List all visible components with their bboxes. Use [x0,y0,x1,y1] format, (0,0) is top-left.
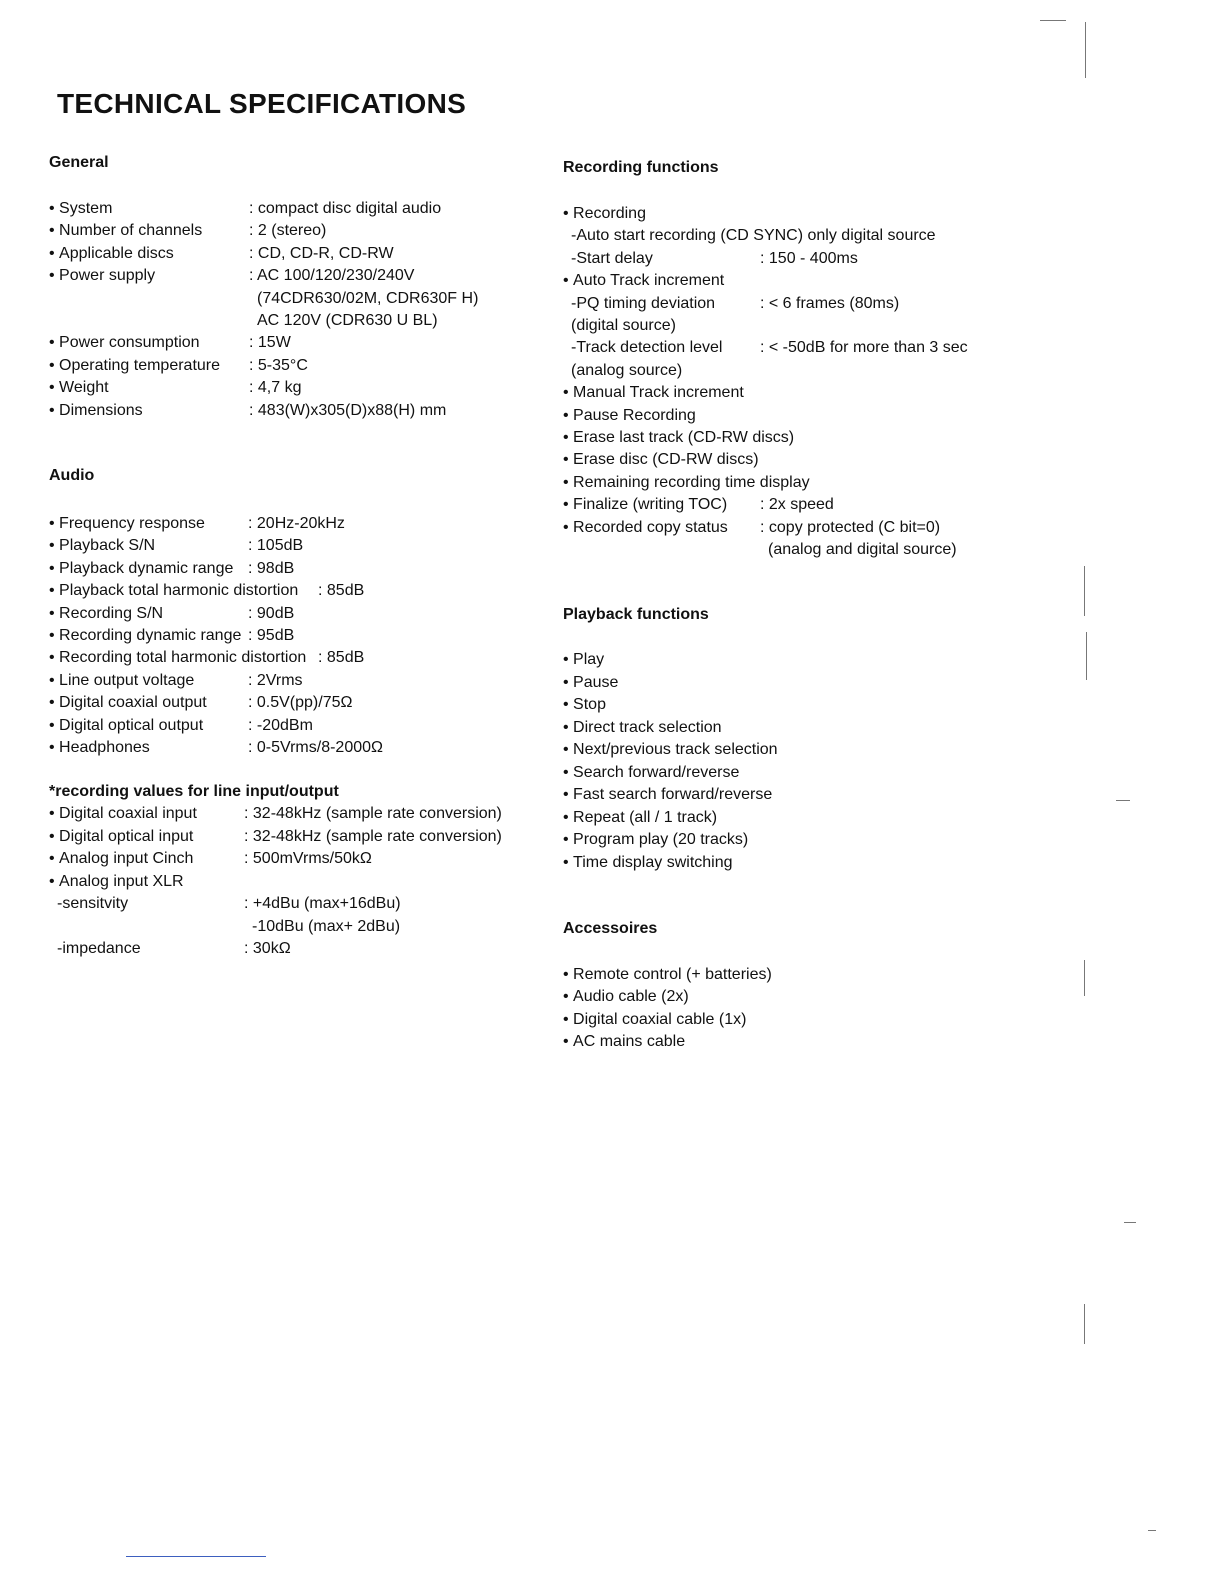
spec-label: • Playback total harmonic distortion [49,580,298,602]
spec-label: • Line output voltage [49,670,194,692]
playback-section-title: Playback functions [563,606,709,623]
spec-value: : 483(W)x305(D)x88(H) mm [249,401,447,419]
spec-label: • AC mains cable [563,1031,685,1053]
spec-label: • Erase last track (CD-RW discs) [563,427,794,449]
spec-value: : 4,7 kg [249,379,302,397]
spec-value: : AC 100/120/230/240V [249,267,415,285]
spec-value: : 5-35°C [249,356,308,374]
spec-value: : 95dB [248,627,295,644]
spec-label: -Auto start recording (CD SYNC) only digital source [571,227,936,245]
spec-label: • Applicable discs [49,243,174,265]
spec-value: (74CDR630/02M, CDR630F H) [257,289,479,307]
spec-label: • Playback S/N [49,535,155,557]
spec-value: : 90dB [248,604,295,622]
spec-value: : 85dB [318,582,365,600]
spec-value: : 500mVrms/50kΩ [244,850,372,867]
spec-value: : < 6 frames (80ms) [760,294,900,312]
spec-label: • Recorded copy status [563,517,728,539]
scan-mark [1086,632,1087,680]
spec-value: : 85dB [318,649,365,667]
spec-label: • Analog input Cinch [49,848,193,870]
spec-value: : 0-5Vrms/8-2000Ω [248,739,383,756]
scan-mark [1085,22,1086,78]
scan-mark [1148,1530,1156,1531]
spec-label: • Program play (20 tracks) [563,829,748,851]
recording-section-title: Recording functions [563,159,719,176]
spec-label: • Playback dynamic range [49,558,233,580]
spec-value: : compact disc digital audio [249,200,442,217]
spec-value: : 32-48kHz (sample rate conversion) [244,805,502,822]
spec-label: • Auto Track increment [563,270,724,292]
spec-label: • Manual Track increment [563,382,744,404]
spec-label: • Number of channels [49,220,202,242]
spec-label: (digital source) [571,317,676,334]
spec-label: -Track detection level [571,339,723,357]
spec-label: -Start delay [571,249,653,267]
spec-label: • Pause [563,672,618,694]
spec-label: • Digital coaxial output [49,692,207,714]
spec-label: -impedance [57,940,141,957]
spec-label: • Operating temperature [49,355,220,377]
spec-label: • Dimensions [49,400,143,422]
spec-label: • Analog input XLR [49,871,184,893]
spec-value: -10dBu (max+ 2dBu) [252,917,401,935]
spec-value: : copy protected (C bit=0) [760,518,941,536]
spec-label: • Pause Recording [563,405,696,427]
spec-value: : 20Hz-20kHz [248,515,345,532]
spec-label: • Digital optical output [49,715,203,737]
spec-value: : 30kΩ [244,940,291,957]
spec-label: • Digital coaxial input [49,803,197,825]
spec-label: • Erase disc (CD-RW discs) [563,449,759,471]
spec-value: : CD, CD-R, CD-RW [249,244,394,262]
spec-label: • Recording dynamic range [49,625,241,647]
scan-mark [1084,566,1085,616]
spec-label: • Digital coaxial cable (1x) [563,1009,746,1031]
spec-value: : 15W [249,334,291,352]
spec-label: • Power consumption [49,332,200,354]
spec-value: : 98dB [248,559,295,577]
spec-label: • Repeat (all / 1 track) [563,807,717,829]
spec-label: • Frequency response [49,513,205,535]
spec-label: • Direct track selection [563,717,722,739]
spec-label: • Next/previous track selection [563,739,778,761]
general-section-title: General [49,154,109,171]
spec-value: : 32-48kHz (sample rate conversion) [244,827,502,845]
spec-label: • Finalize (writing TOC) [563,494,727,516]
spec-value: : 2 (stereo) [249,222,327,240]
line-io-section-title: *recording values for line input/output [49,783,339,800]
spec-value: : 150 - 400ms [760,249,858,267]
spec-value: (analog and digital source) [768,541,957,558]
scan-mark [1040,20,1066,21]
spec-label: • Weight [49,377,109,399]
spec-value: : 2Vrms [248,671,303,689]
spec-value: : -20dBm [248,716,313,734]
scan-mark [1084,1304,1085,1344]
accessories-section-title: Accessoires [563,920,658,937]
scan-mark [1124,1222,1136,1223]
spec-value: : < -50dB for more than 3 sec [760,339,968,357]
spec-value: AC 120V (CDR630 U BL) [257,312,438,329]
spec-label: -sensitvity [57,895,129,912]
spec-label: • Search forward/reverse [563,762,739,784]
spec-label: • Time display switching [563,852,733,874]
spec-label: • Headphones [49,737,150,759]
spec-label: • System [49,198,112,220]
left-column [49,154,519,974]
spec-label: • Recording S/N [49,603,163,625]
spec-label: (analog source) [571,361,683,379]
audio-section-title: Audio [49,467,95,484]
scan-mark [1116,800,1130,801]
spec-label: • Fast search forward/reverse [563,784,772,806]
spec-label: • Power supply [49,265,155,287]
page-title: TECHNICAL SPECIFICATIONS [57,88,467,119]
footer-rule [126,1556,266,1557]
spec-label: • Recording [563,203,646,225]
spec-label: • Remote control (+ batteries) [563,964,772,986]
spec-label: • Stop [563,694,606,716]
spec-label: • Digital optical input [49,826,193,848]
spec-value: : 105dB [248,537,304,555]
spec-label: • Audio cable (2x) [563,986,689,1008]
spec-value: : +4dBu (max+16dBu) [244,895,401,912]
spec-label: • Remaining recording time display [563,472,810,494]
right-column [563,159,1023,1059]
spec-value: : 0.5V(pp)/75Ω [248,694,353,712]
spec-label: • Play [563,649,604,671]
spec-label: • Recording total harmonic distortion [49,647,306,669]
spec-label: -PQ timing deviation [571,294,716,312]
scan-mark [1084,960,1085,996]
spec-value: : 2x speed [760,496,834,514]
